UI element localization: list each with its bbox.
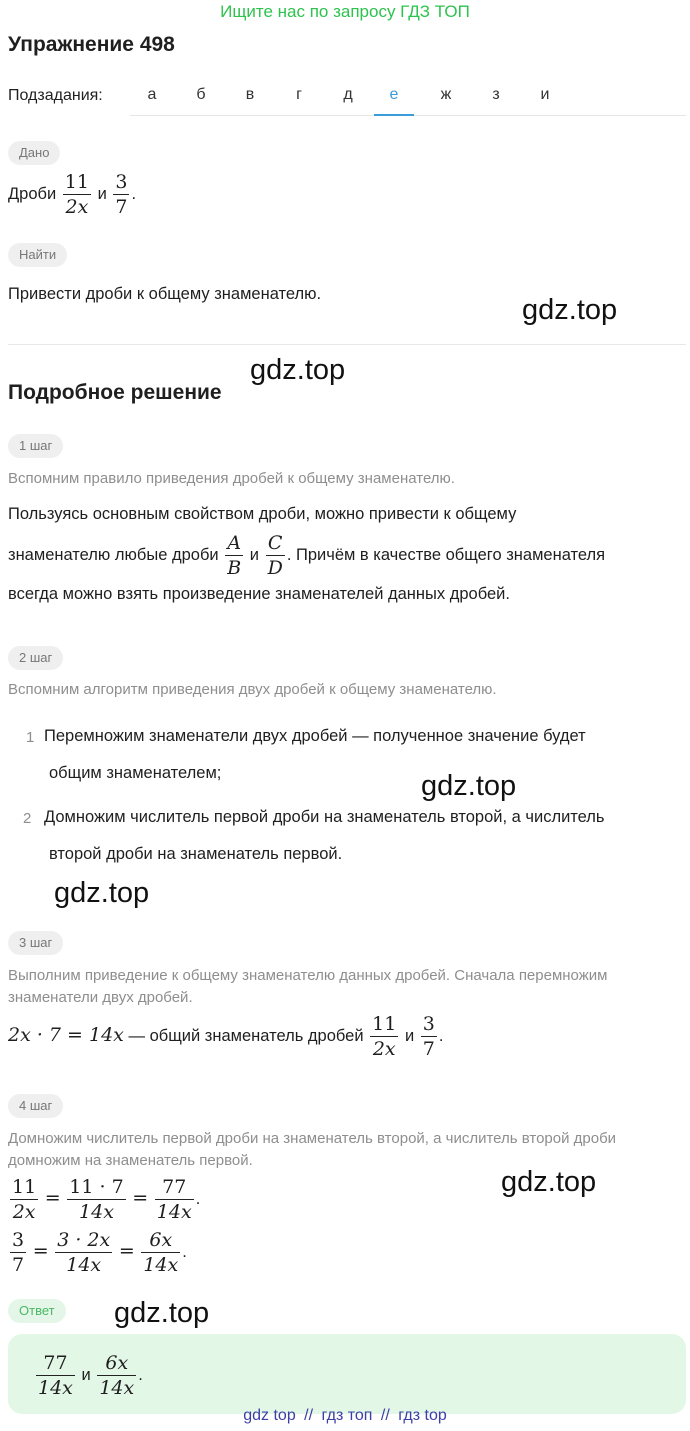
list-number: 2 xyxy=(23,810,32,827)
answer-end: . xyxy=(138,1365,143,1384)
footer-link[interactable]: gdz top xyxy=(243,1407,296,1424)
step1-line2-pre: знаменателю любые дроби xyxy=(8,545,219,564)
tab-i[interactable]: и xyxy=(540,86,550,103)
numerator: C xyxy=(266,531,285,556)
subtasks-label: Подзадания: xyxy=(8,87,103,104)
step1-conj: и xyxy=(249,545,259,564)
denominator: 14x xyxy=(79,1201,114,1223)
fraction xyxy=(155,1175,194,1224)
denominator: D xyxy=(267,557,283,579)
numerator: 11 xyxy=(372,1013,397,1035)
answer-conj: и xyxy=(81,1365,91,1384)
denominator: 2x xyxy=(65,196,89,218)
watermark: gdz.top xyxy=(522,294,618,326)
tab-b[interactable]: б xyxy=(196,86,206,103)
subtasks-tabs xyxy=(130,80,686,116)
footer-links xyxy=(0,1407,690,1425)
given-fraction-1 xyxy=(63,170,91,219)
search-banner: Ищите нас по запросу ГДЗ ТОП xyxy=(220,2,470,21)
find-pill: Найти xyxy=(8,243,67,267)
step3-end: . xyxy=(438,1026,444,1045)
step3-hint-2: знаменатели двух дробей. xyxy=(8,989,193,1006)
equals-sign: = xyxy=(32,1239,49,1262)
tab-a[interactable]: а xyxy=(147,86,157,103)
equals-sign: = xyxy=(118,1239,135,1262)
equals-sign: = xyxy=(132,1186,149,1209)
solution-title: Подробное решение xyxy=(8,381,222,404)
step1-hint: Вспомним правило приведения дробей к общему знаменателю. xyxy=(8,470,455,487)
given-end: . xyxy=(131,184,137,203)
subtasks-nav xyxy=(8,80,686,116)
list-number: 1 xyxy=(26,729,35,746)
given-text xyxy=(8,170,136,219)
watermark: gdz.top xyxy=(250,354,346,386)
footer-link[interactable]: гдз top xyxy=(398,1407,447,1424)
tab-zh[interactable]: ж xyxy=(440,86,452,103)
numerator: 6x xyxy=(97,1351,136,1376)
numerator: 77 xyxy=(155,1175,194,1200)
answer-fraction-2 xyxy=(97,1351,136,1400)
step3-conj: и xyxy=(404,1026,415,1045)
step4-hint-2: домножим на знаменатель первой. xyxy=(8,1152,253,1169)
denominator: 2x xyxy=(372,1038,396,1060)
tab-v[interactable]: в xyxy=(245,86,255,103)
step2-item1-line1: Перемножим знаменатели двух дробей — полученное значение будет xyxy=(44,727,586,745)
tab-g[interactable]: г xyxy=(296,86,302,103)
step1-line2-post: . Причём в качестве общего знаменателя xyxy=(286,545,606,564)
fraction xyxy=(55,1228,112,1277)
fraction xyxy=(141,1228,180,1277)
find-text: Привести дроби к общему знаменателю. xyxy=(8,285,322,303)
footer-separator: // xyxy=(304,1407,314,1424)
numerator: A xyxy=(225,531,243,556)
denominator: 7 xyxy=(115,196,128,218)
tab-e[interactable]: е xyxy=(374,86,414,116)
page-title: Упражнение 498 xyxy=(8,33,175,56)
fraction-a-b xyxy=(225,531,243,580)
answer-fraction-1 xyxy=(36,1351,75,1400)
step4-hint-1: Домножим числитель первой дроби на знаменатель второй, а числитель второй дроби xyxy=(8,1130,617,1147)
tab-z[interactable]: з xyxy=(492,86,500,103)
watermark: gdz.top xyxy=(114,1297,210,1329)
numerator: 77 xyxy=(36,1351,75,1376)
step4-row-1 xyxy=(8,1175,200,1224)
denominator: 14x xyxy=(38,1377,73,1399)
given-conj: и xyxy=(97,184,107,203)
fraction-c-d xyxy=(266,531,285,580)
given-fraction-2 xyxy=(113,170,129,219)
watermark: gdz.top xyxy=(501,1166,597,1198)
divider xyxy=(8,344,686,345)
step2-pill: 2 шаг xyxy=(8,646,63,670)
step3-fraction-2 xyxy=(421,1012,437,1061)
row-end: . xyxy=(195,1189,201,1208)
watermark: gdz.top xyxy=(421,770,517,802)
row-end: . xyxy=(182,1242,187,1261)
step3-pill: 3 шаг xyxy=(8,931,63,955)
answer-text xyxy=(34,1351,143,1400)
given-prefix: Дроби xyxy=(8,184,57,203)
denominator: 14x xyxy=(99,1377,135,1399)
footer-link[interactable]: гдз топ xyxy=(321,1407,373,1424)
step1-pill: 1 шаг xyxy=(8,434,63,458)
footer-separator: // xyxy=(380,1407,390,1424)
step2-hint: Вспомним алгоритм приведения двух дробей к общему знаменателю. xyxy=(8,681,497,698)
tab-d[interactable]: д xyxy=(343,86,353,103)
denominator: 7 xyxy=(422,1038,435,1060)
step1-line2 xyxy=(8,531,605,580)
numerator: 3 · 2x xyxy=(57,1229,111,1251)
fraction xyxy=(10,1228,26,1277)
denominator: 7 xyxy=(12,1254,25,1276)
denominator: 14x xyxy=(66,1254,102,1276)
numerator: 3 xyxy=(12,1229,25,1251)
denominator: B xyxy=(227,557,242,579)
step4-pill: 4 шаг xyxy=(8,1094,63,1118)
denominator-product: 2x · 7 = 14x xyxy=(8,1023,124,1046)
step4-row-2 xyxy=(8,1228,187,1277)
watermark: gdz.top xyxy=(54,877,150,909)
step2-item2-line2: второй дроби на знаменатель первой. xyxy=(49,845,343,863)
fraction xyxy=(67,1175,125,1224)
numerator: 6x xyxy=(141,1228,180,1253)
step2-item1-line2: общим знаменателем; xyxy=(49,764,222,782)
step1-line3: всегда можно взять произведение знаменателей данных дробей. xyxy=(8,585,510,603)
step3-fraction-1 xyxy=(370,1012,398,1061)
step3-text: — общий знаменатель дробей xyxy=(128,1026,364,1045)
answer-pill: Ответ xyxy=(8,1299,66,1323)
numerator: 11 xyxy=(12,1176,37,1198)
numerator: 3 xyxy=(115,171,128,193)
numerator: 11 xyxy=(64,171,89,193)
numerator: 11 · 7 xyxy=(69,1176,124,1198)
fraction xyxy=(10,1175,38,1224)
denominator: 14x xyxy=(143,1254,179,1276)
step2-item2-line1: Домножим числитель первой дроби на знаменатель второй, а числитель xyxy=(44,808,605,826)
denominator: 2x xyxy=(12,1201,36,1223)
step3-equation xyxy=(8,1012,443,1061)
given-pill: Дано xyxy=(8,141,60,165)
equals-sign: = xyxy=(44,1186,61,1209)
step1-line1: Пользуясь основным свойством дроби, можно привести к общему xyxy=(8,505,517,523)
step3-hint-1: Выполним приведение к общему знаменателю данных дробей. Сначала перемножим xyxy=(8,967,608,984)
numerator: 3 xyxy=(422,1013,435,1035)
denominator: 14x xyxy=(156,1201,192,1223)
